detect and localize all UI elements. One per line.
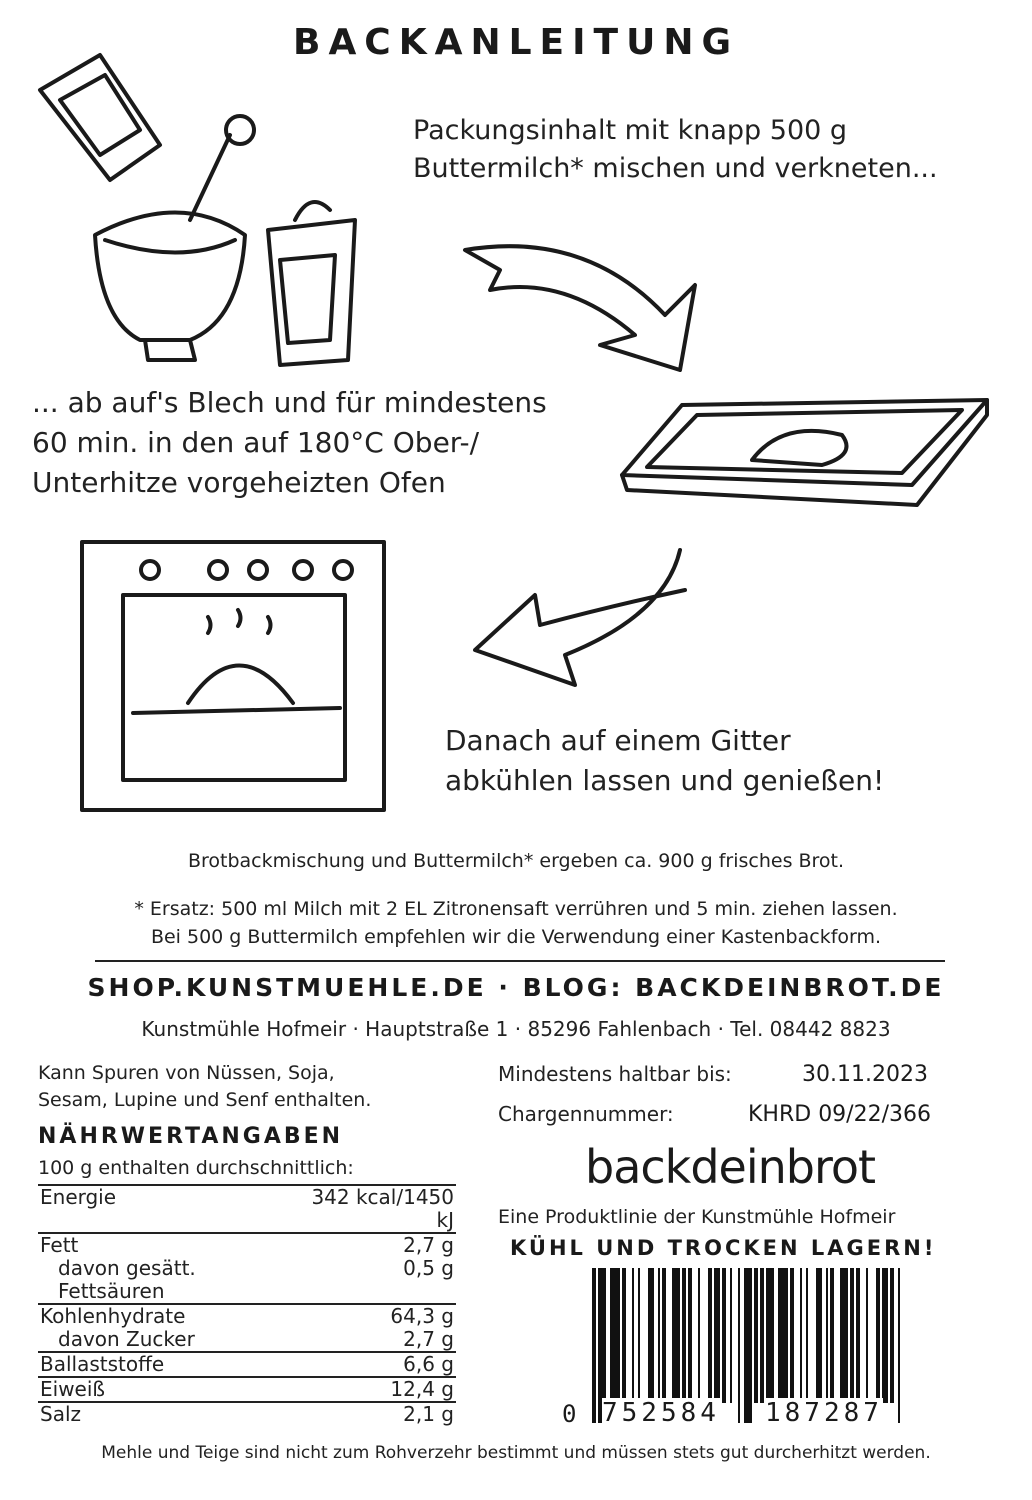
barcode-bar (850, 1268, 854, 1403)
nutrient-value: 2,1 g (295, 1402, 456, 1426)
batch-label: Chargennummer: (498, 1102, 674, 1126)
table-row (38, 1328, 456, 1352)
baking-tray-illustration (612, 385, 997, 525)
barcode-bar (682, 1268, 686, 1403)
allergen-note (38, 1060, 456, 1114)
barcode-bar (698, 1268, 700, 1403)
barcode-bar (830, 1268, 834, 1403)
step3-line: Danach auf einem Gitter (445, 724, 791, 757)
step2-line: ... ab auf's Blech und für mindestens (32, 386, 547, 419)
barcode-bar (882, 1268, 888, 1403)
step1-line: Packungsinhalt mit knapp 500 g (413, 115, 848, 146)
brand-logo: backdeinbrot (585, 1140, 876, 1194)
nutrient-label: davon Zucker (58, 1327, 195, 1351)
table-row (38, 1352, 456, 1377)
barcode-bar (658, 1268, 660, 1403)
nutrient-label: davon gesätt. Fettsäuren (58, 1256, 196, 1303)
warning-note: Mehle und Teige sind nicht zum Rohverzehr bestimmt und müssen stets gut durcherhitzt werden. (101, 1443, 931, 1463)
barcode-bar (856, 1268, 860, 1403)
barcode-bar (738, 1268, 740, 1423)
barcode-bar (840, 1268, 848, 1403)
barcode-bar (648, 1268, 654, 1403)
divider (95, 960, 945, 962)
table-row (38, 1402, 456, 1426)
step1-line: Buttermilch* mischen und verkneten... (413, 153, 938, 184)
arrow-left-icon (465, 545, 720, 705)
barcode-bar (592, 1268, 596, 1423)
step3-text (445, 721, 884, 801)
allergen-line: Kann Spuren von Nüssen, Soja, (38, 1062, 335, 1084)
nutrient-value: 2,7 g (403, 1327, 454, 1351)
barcode-bar (890, 1268, 894, 1403)
page-title: BACKANLEITUNG (293, 22, 739, 63)
table-row (38, 1233, 456, 1257)
nutrient-label: Kohlenhydrate (38, 1304, 295, 1328)
nutrient-value: 64,3 g (295, 1304, 456, 1328)
nutrient-label: Salz (38, 1402, 295, 1426)
barcode-bar (622, 1268, 626, 1403)
barcode-bar (672, 1268, 680, 1403)
nutrient-label: Energie (38, 1185, 295, 1233)
table-row (38, 1257, 456, 1304)
barcode-bar (744, 1268, 752, 1423)
arrow-right-down-icon (455, 235, 725, 380)
nutrient-value: 6,6 g (295, 1352, 456, 1377)
barcode-digit-first: 0 (562, 1400, 577, 1428)
nutrition-subheading: 100 g enthalten durchschnittlich: (38, 1157, 354, 1179)
barcode-bar (714, 1268, 720, 1403)
table-row (38, 1304, 456, 1328)
oven-illustration (78, 538, 390, 816)
nutrition-heading: NÄHRWERTANGABEN (38, 1124, 344, 1149)
barcode-bar (688, 1268, 692, 1403)
batch-value: KHRD 09/22/366 (748, 1102, 931, 1127)
mixing-bowl-illustration (30, 50, 370, 370)
nutrient-value: 0,5 g (403, 1256, 454, 1280)
nutrient-value: 12,4 g (295, 1377, 456, 1402)
barcode-bar (800, 1268, 802, 1403)
nutrient-label: Ballaststoffe (38, 1352, 295, 1377)
footnote (0, 895, 1032, 951)
table-row (38, 1185, 456, 1233)
brand-line: Eine Produktlinie der Kunstmühle Hofmeir (498, 1206, 896, 1228)
step2-text (32, 383, 547, 503)
barcode-bar (898, 1268, 900, 1423)
barcode-bar (760, 1268, 764, 1403)
barcode-bar (766, 1268, 774, 1403)
barcode-bar (708, 1268, 712, 1403)
step3-line: abkühlen lassen und genießen! (445, 764, 885, 797)
footnote-line: * Ersatz: 500 ml Milch mit 2 EL Zitronensaft verrühren und 5 min. ziehen lassen. (134, 898, 898, 920)
step1-text (413, 112, 938, 188)
barcode-digits-right: 187287 (765, 1398, 883, 1428)
table-row (38, 1377, 456, 1402)
nutrient-value: 2,7 g (295, 1233, 456, 1257)
barcode-bar (790, 1268, 794, 1403)
address: Kunstmühle Hofmeir · Hauptstraße 1 · 85296 Fahlenbach · Tel. 08442 8823 (141, 1017, 891, 1041)
barcode-bar (722, 1268, 726, 1403)
barcode-bar (806, 1268, 808, 1403)
barcode-bar (876, 1268, 880, 1403)
barcode-bar (730, 1268, 732, 1403)
step2-line: Unterhitze vorgeheizten Ofen (32, 466, 446, 499)
website-links: SHOP.KUNSTMUEHLE.DE · BLOG: BACKDEINBROT.DE (87, 973, 945, 1002)
barcode-bar (826, 1268, 828, 1403)
yield-note: Brotbackmischung und Buttermilch* ergeben ca. 900 g frisches Brot. (187, 850, 845, 872)
barcode-bar (632, 1268, 634, 1403)
nutrient-value: 342 kcal/1450 kJ (295, 1185, 456, 1233)
barcode-bar (638, 1268, 640, 1403)
best-before-label: Mindestens haltbar bis: (498, 1062, 732, 1086)
step2-line: 60 min. in den auf 180°C Ober-/ (32, 426, 480, 459)
barcode-bar (662, 1268, 666, 1403)
barcode-bar (610, 1268, 620, 1403)
barcode-bar (816, 1268, 822, 1403)
barcode-bar (754, 1268, 758, 1403)
barcode-bar (866, 1268, 868, 1403)
allergen-line: Sesam, Lupine und Senf enthalten. (38, 1089, 372, 1111)
barcode-digits-left: 752584 (602, 1398, 720, 1428)
footnote-line: Bei 500 g Buttermilch empfehlen wir die Verwendung einer Kastenbackform. (150, 926, 882, 948)
nutrient-label: Eiweiß (38, 1377, 295, 1402)
barcode-bar (778, 1268, 788, 1403)
nutrition-table (38, 1184, 456, 1426)
best-before-value: 30.11.2023 (802, 1062, 928, 1087)
storage-note: KÜHL UND TROCKEN LAGERN! (510, 1236, 937, 1260)
nutrient-label: Fett (38, 1233, 295, 1257)
